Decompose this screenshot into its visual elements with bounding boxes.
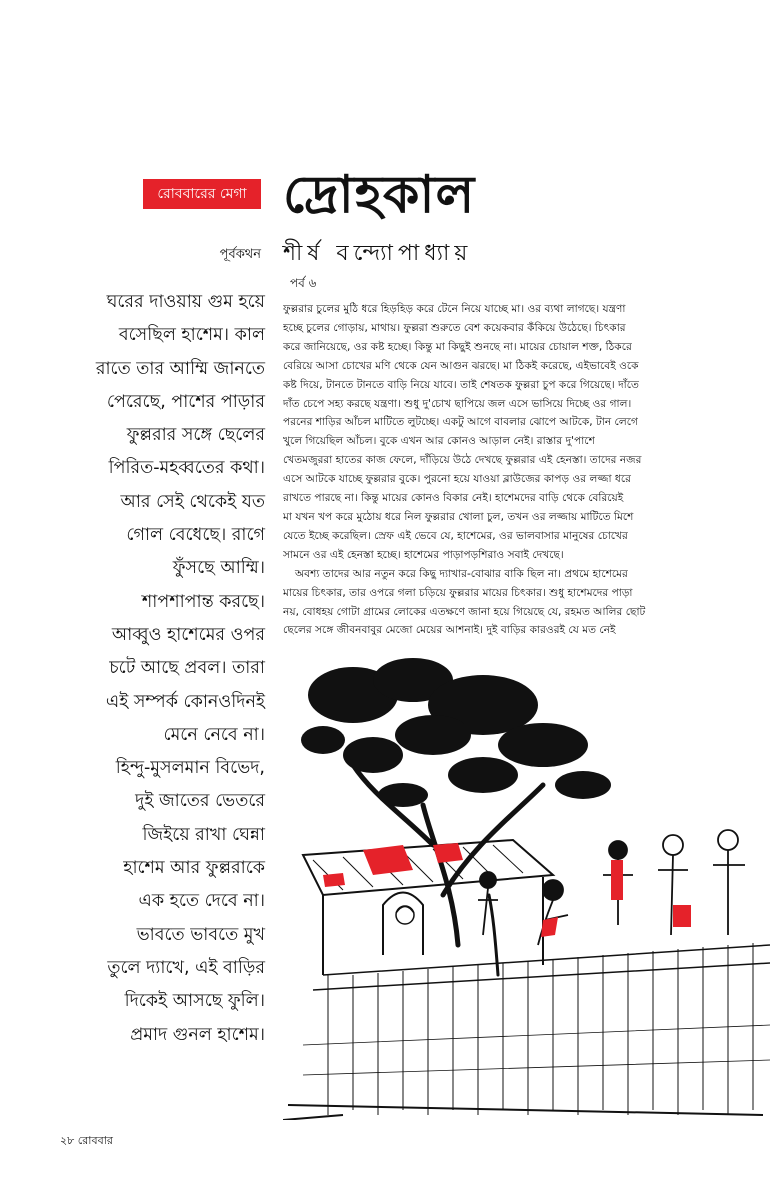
pull-quote-line: দুই জাতের ভেতরে [135, 791, 265, 812]
pull-quote-line: গোল বেধেছে। রাগে [126, 525, 265, 546]
pull-quote-line: জিইয়ে রাখা ঘেন্না [142, 824, 265, 845]
pull-quote-line: রাতে তার আম্মি জানতে [95, 358, 265, 379]
body-line: ছেলের সঙ্গে জীবনবাবুর মেজো মেয়ের আশনাই। দুই বাড়ির কারওরই যে মত নেই [283, 624, 616, 637]
pull-quote-line: তুলে দ্যাখে, এই বাড়ির [107, 957, 265, 978]
recap-label: পূর্বকথন [219, 247, 261, 262]
body-line: খুলে গিয়েছিল আঁচল। বুকে এখন আর কোনও আড়াল নেই। রাস্তার দু'পাশে [283, 435, 595, 448]
pull-quote-line: চটে আছে প্রবল। তারা [109, 658, 265, 679]
body-line: অবশ্য তাদের আর নতুন করে কিছু দ্যাখার-বোঝার বাকি ছিল না। প্রথমে হাশেমের [295, 567, 628, 580]
pull-quote-line: শাপশাপান্ত করছে। [141, 591, 265, 612]
pull-quote-line: আর সেই থেকেই যত [120, 491, 265, 512]
body-line: নয়, বোধহয় গোটা গ্রামের লোকের এতক্ষণে জানা হয়ে গিয়েছে যে, রহমত আলির ছোট [283, 605, 646, 618]
pull-quote-line: ফুঁসছে আম্মি। [172, 558, 265, 579]
pull-quote-line: ভাবতে ভাবতে মুখ [136, 924, 265, 945]
body-line: কষ্ট দিয়ে, টানতে টানতে বাড়ি নিয়ে যাবে। তাই শেষতক ফুল্লরা চুপ করে গিয়েছে। দাঁতে [283, 378, 639, 391]
body-line: হচ্ছে চুলের গোড়ায়, মাথায়। ফুল্লরা শুরুতে বেশ কয়েকবার কঁকিয়ে উঠেছে। চিৎকার [283, 321, 626, 334]
section-badge: রোববারের মেগা [143, 179, 261, 209]
page-folio: ২৮ রোববার [60, 1134, 113, 1147]
pull-quote [60, 286, 265, 1052]
body-line: যেতে ইচ্ছে করেছিল। স্রেফ এই ভেবে যে, হাশেমের, ওর ভালবাসার মানুষের চোখের [283, 529, 628, 542]
pull-quote-line: ফুল্লরার সঙ্গে ছেলের [126, 425, 265, 446]
pull-quote-line: এক হতে দেবে না। [138, 891, 265, 912]
body-line: ফুল্লরার চুলের মুঠি ধরে হিড়হিড় করে টেনে নিয়ে যাচ্ছে মা। ওর ব্যথা লাগছে। যন্ত্রণা [283, 303, 626, 315]
village-illustration [283, 645, 770, 1120]
body-line: সামনে ওর এই হেনস্তা হচ্ছে। হাশেমের পাড়াপড়শিরাও সবাই দেখছে। [283, 548, 564, 561]
pull-quote-line: দিকেই আসছে ফুলি। [124, 991, 265, 1012]
pull-quote-line: মেনে নেবে না। [163, 724, 265, 745]
pull-quote-line: পিরিত-মহব্বতের কথা। [108, 458, 265, 479]
pull-quote-line: ঘরের দাওয়ায় গুম হয়ে [106, 292, 265, 312]
pull-quote-line: এই সম্পর্ক কোনওদিনই [105, 691, 265, 712]
pull-quote-line: বসেছিল হাশেম। কাল [118, 325, 265, 346]
body-line: বেরিয়ে আসা চোখের মণি থেকে যেন আগুন ঝরছে। মা ঠিকই করেছে, এইভাবেই ওকে [283, 359, 639, 372]
pull-quote-line: হিন্দু-মুসলমান বিভেদ, [115, 758, 265, 779]
pull-quote-line: পেরেছে, পাশের পাড়ার [106, 391, 265, 412]
body-line: খেতমজুররা হাতের কাজ ফেলে, দাঁড়িয়ে উঠে দেখছে ফুল্লরার এই হেনস্তা। তাদের নজর [283, 454, 642, 467]
article-body [283, 300, 753, 640]
story-title: দ্রোহকাল [283, 165, 476, 225]
body-line: মা যখন খপ করে মুঠোয় ধরে নিল ফুল্লরার খোলা চুল, তখন ওর লজ্জায় মাটিতে মিশে [283, 510, 634, 523]
body-line: পরনের শাড়ির আঁচল মাটিতে লুটচ্ছে। একটু আগে বাবলার ঝোপে আটকে, টান লেগে [283, 416, 638, 429]
pull-quote-line: আব্বুও হাশেমের ওপর [111, 624, 265, 645]
episode-label: পর্ব ৬ [290, 276, 317, 290]
body-line: দাঁত চেপে সহ্য করছে যন্ত্রণা। শুধু দু'চোখ ছাপিয়ে জল এসে ভাসিয়ে দিচ্ছে ওর গাল। [283, 397, 632, 410]
pull-quote-line: হাশেম আর ফুল্লরাকে [123, 858, 265, 879]
body-line: এসে আটকে যাচ্ছে ফুল্লরার বুকে। পুরনো হয়ে যাওয়া ব্লাউজের কাপড় ওর লজ্জা ধরে [283, 473, 631, 486]
body-line: রাখতে পারছে না। কিন্তু মায়ের কোনও বিকার নেই। হাশেমদের বাড়ি থেকে বেরিয়েই [283, 492, 624, 505]
body-line: করে জানিয়েছে, ওর কষ্ট হচ্ছে। কিন্তু মা কিছুই শুনছে না। মায়ের চোয়াল শক্ত, ঠিকরে [283, 340, 632, 353]
pull-quote-line: প্রমাদ গুনল হাশেম। [130, 1024, 265, 1045]
author-name: শীর্ষ বন্দ্যোপাধ্যায় [283, 241, 473, 266]
body-line: মায়ের চিৎকার, তার ওপরে গলা চড়িয়ে ফুল্লরার মায়ের চিৎকার। শুধু হাশেমদের পাড়া [283, 586, 633, 599]
